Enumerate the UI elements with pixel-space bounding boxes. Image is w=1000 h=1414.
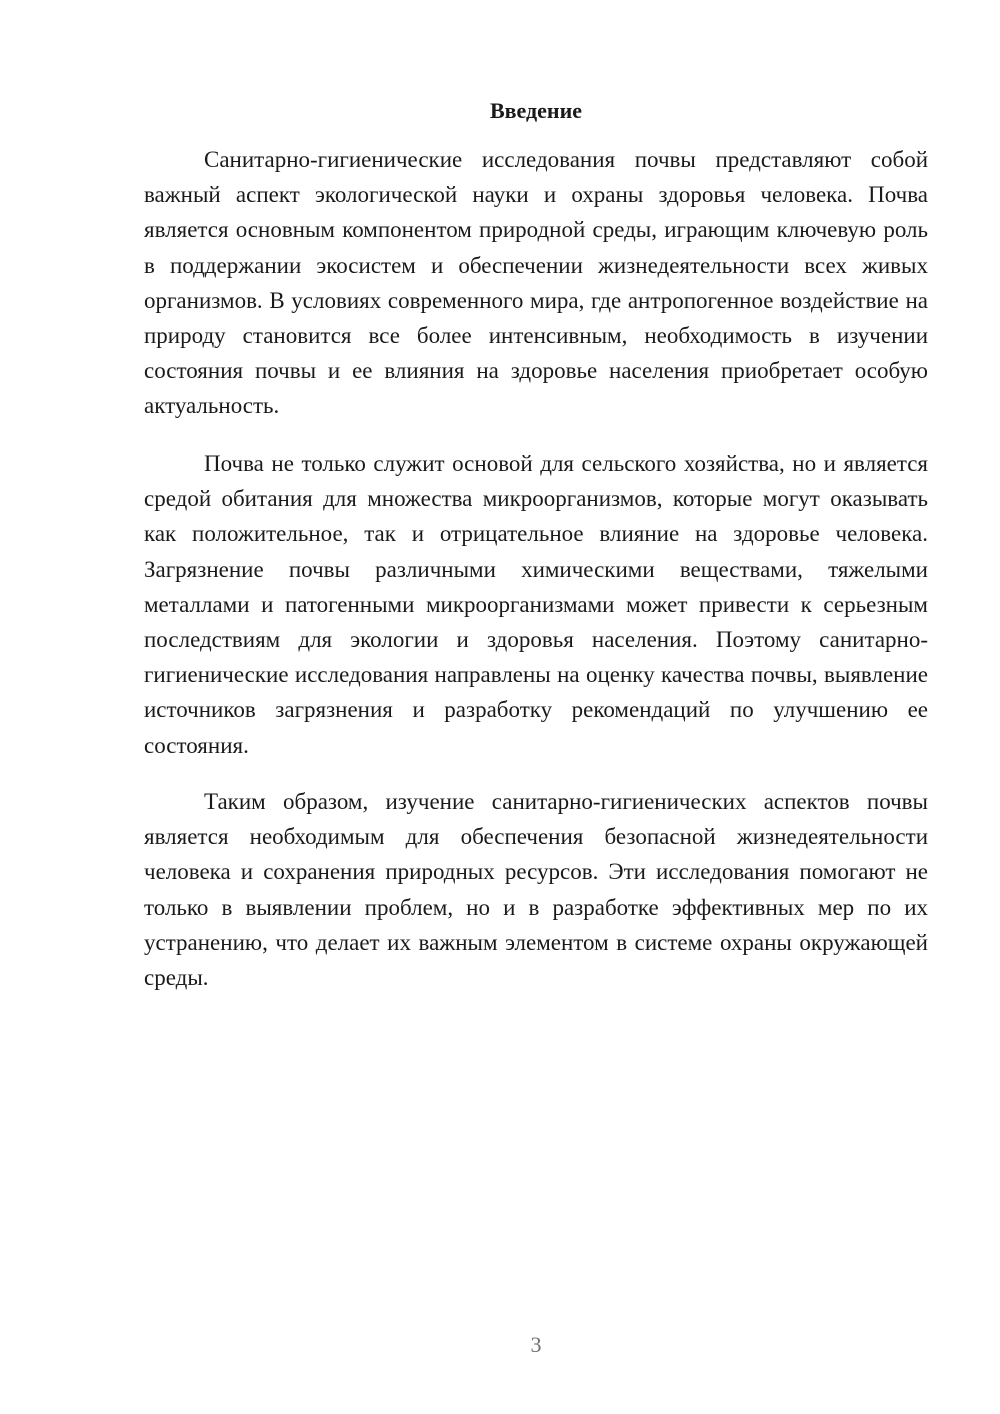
page-number: 3 — [530, 1332, 542, 1357]
section-title: Введение — [489, 98, 583, 123]
paragraph-conclusion: Таким образом, изучение санитарно-гигиенических аспектов почвы является необходимым для обеспечения безопасной жизнедеятельности человека и сохранения природных ресурсов. Эти исследования помогают не только в выявлении проблем, но и в разработке эффективных мер по их устранению, что делает их важным элементом в системе охраны окружающей среды. — [144, 789, 928, 991]
paragraph-soil-role: Почва не только служит основой для сельского хозяйства, но и является средой обитания для множества микроорганизмов, которые могут оказывать как положительное, так и отрицательное влияние на здоровье человека. Загрязнение почвы различными химическими веществами, тяжелыми металлами и патогенными микроорганизмами может привести к серьезным последствиям для экологии и здоровья населения. Поэтому санитарно-гигиенические исследования направлены на оценку качества почвы, выявление источников загрязнения и разработку рекомендаций по улучшению ее состояния. — [144, 451, 928, 758]
paragraph-intro: Санитарно-гигиенические исследования почвы представляют собой важный аспект экологической науки и охраны здоровья человека. Почва является основным компонентом природной среды, играющим ключевую роль в поддержании экосистем и обеспечении жизнедеятельности всех живых организмов. В условиях современного мира, где антропогенное воздействие на природу становится все более интенсивным, необходимость в изучении состояния почвы и ее влияния на здоровье населения приобретает особую актуальность. — [144, 147, 928, 419]
